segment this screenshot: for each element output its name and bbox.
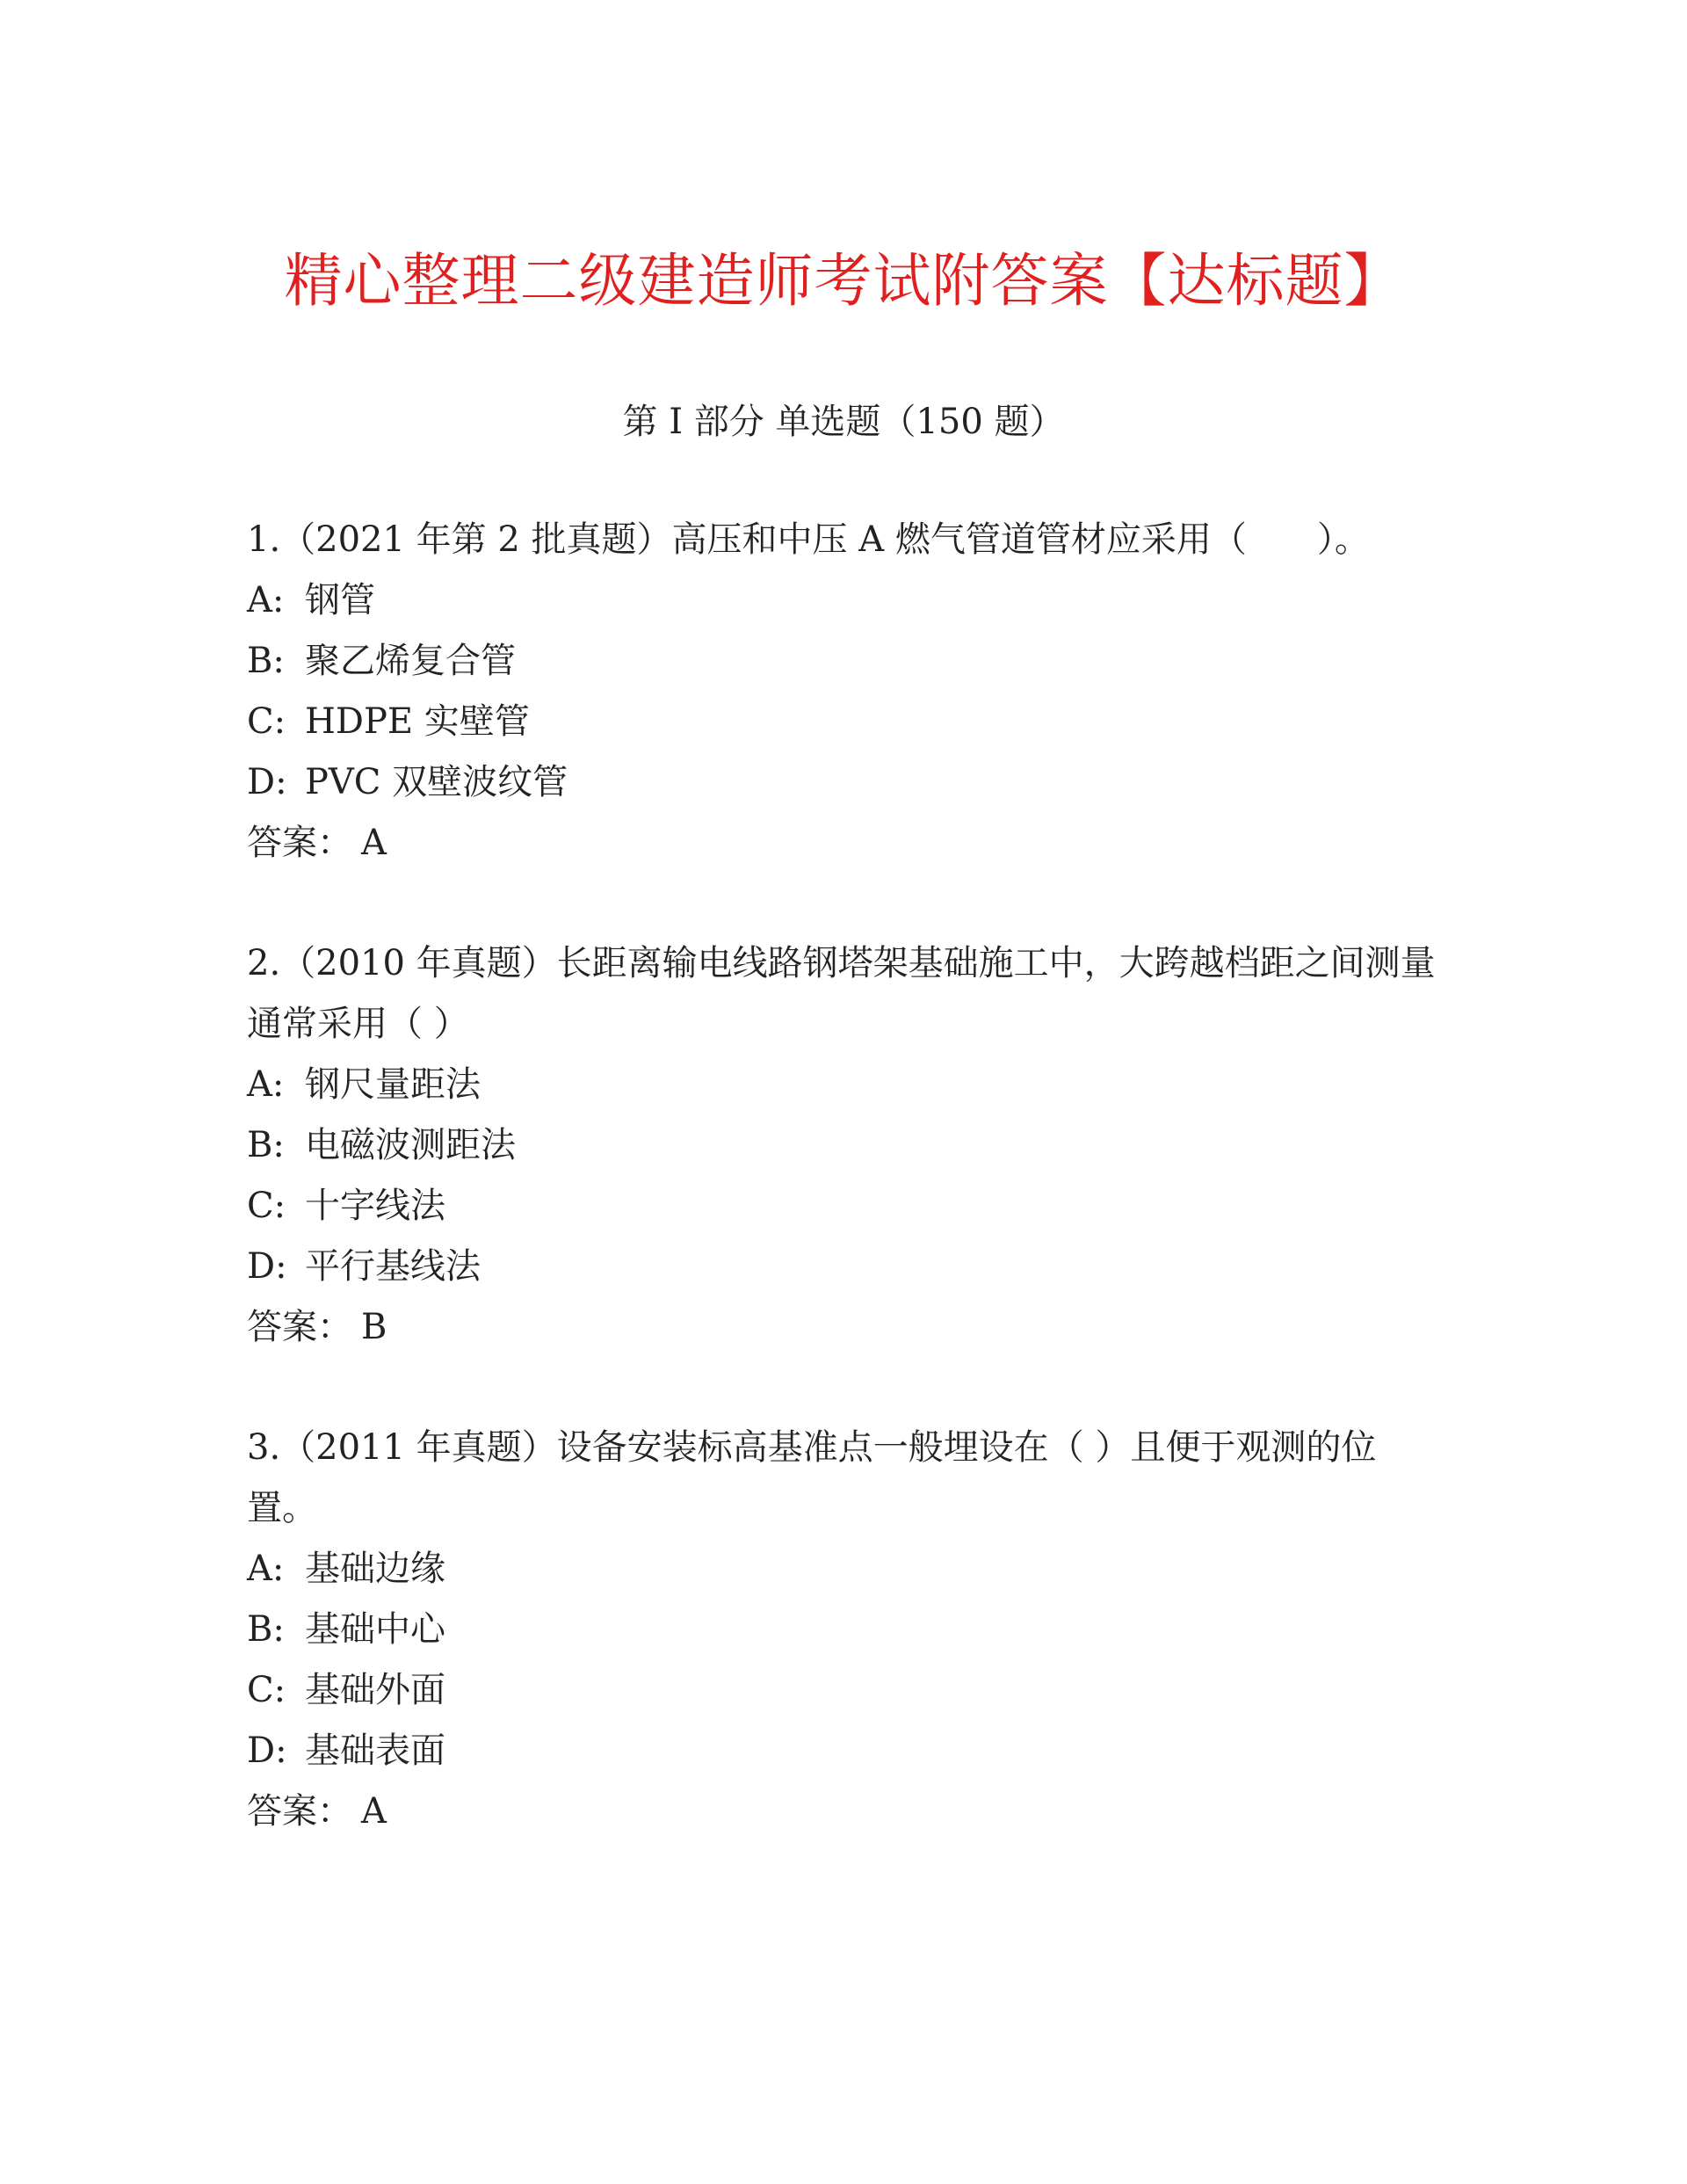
answer-line: [247, 1297, 1442, 1358]
option-c: [247, 1176, 1442, 1237]
option-letter: B:: [247, 1609, 285, 1650]
option-text: 平行基线法: [305, 1246, 481, 1287]
option-b: [247, 1115, 1442, 1176]
question-1: [247, 510, 1442, 874]
answer-value: B: [361, 1307, 387, 1347]
document-title: 精心整理二级建造师考试附答案【达标题】: [284, 247, 1403, 315]
option-c: [247, 1660, 1442, 1721]
option-letter: C:: [247, 1670, 286, 1710]
option-text: 十字线法: [305, 1186, 445, 1226]
question-stem: 1.（2021 年第 2 批真题）高压和中压 A 燃气管道管材应采用（ ）。: [247, 519, 1370, 560]
option-letter: B:: [247, 641, 285, 681]
option-b: [247, 1600, 1442, 1660]
option-letter: C:: [247, 701, 286, 742]
option-text: 钢管: [305, 580, 375, 620]
option-d: [247, 1237, 1442, 1297]
option-text: HDPE 实壁管: [305, 701, 530, 742]
answer-value: A: [361, 823, 387, 863]
option-letter: A:: [247, 1064, 285, 1105]
option-letter: C:: [247, 1186, 286, 1226]
option-text: 聚乙烯复合管: [305, 641, 516, 681]
answer-label: 答案：: [247, 823, 352, 863]
option-letter: D:: [247, 762, 287, 802]
option-letter: B:: [247, 1125, 285, 1165]
answer-value: A: [361, 1791, 387, 1832]
question-2: [247, 933, 1442, 1358]
option-d: [247, 752, 1442, 813]
section-title: 第 I 部分 单选题（150 题）: [622, 402, 1065, 442]
option-a: [247, 570, 1442, 631]
option-text: 基础边缘: [305, 1549, 445, 1589]
option-text: 基础表面: [305, 1731, 445, 1771]
question-stem: 2.（2010 年真题）长距离输电线路钢塔架基础施工中，大跨越档距之间测量通常采用（ ）: [247, 943, 1436, 1044]
option-c: [247, 692, 1442, 752]
option-letter: A:: [247, 1549, 285, 1589]
option-text: PVC 双壁波纹管: [305, 762, 568, 802]
answer-line: [247, 1781, 1442, 1842]
answer-line: [247, 813, 1442, 874]
answer-label: 答案：: [247, 1791, 352, 1832]
option-text: 电磁波测距法: [305, 1125, 516, 1165]
question-stem: 3.（2011 年真题）设备安装标高基准点一般埋设在（ ）且便于观测的位置。: [247, 1427, 1377, 1528]
option-a: [247, 1055, 1442, 1115]
option-text: 钢尺量距法: [305, 1064, 481, 1105]
option-letter: D:: [247, 1731, 287, 1771]
answer-label: 答案：: [247, 1307, 352, 1347]
question-3: [247, 1418, 1442, 1842]
option-letter: A:: [247, 580, 285, 620]
option-letter: D:: [247, 1246, 287, 1287]
option-text: 基础中心: [305, 1609, 445, 1650]
option-a: [247, 1539, 1442, 1600]
option-b: [247, 631, 1442, 692]
option-d: [247, 1721, 1442, 1781]
question-list: [247, 510, 1442, 1902]
option-text: 基础外面: [305, 1670, 445, 1710]
